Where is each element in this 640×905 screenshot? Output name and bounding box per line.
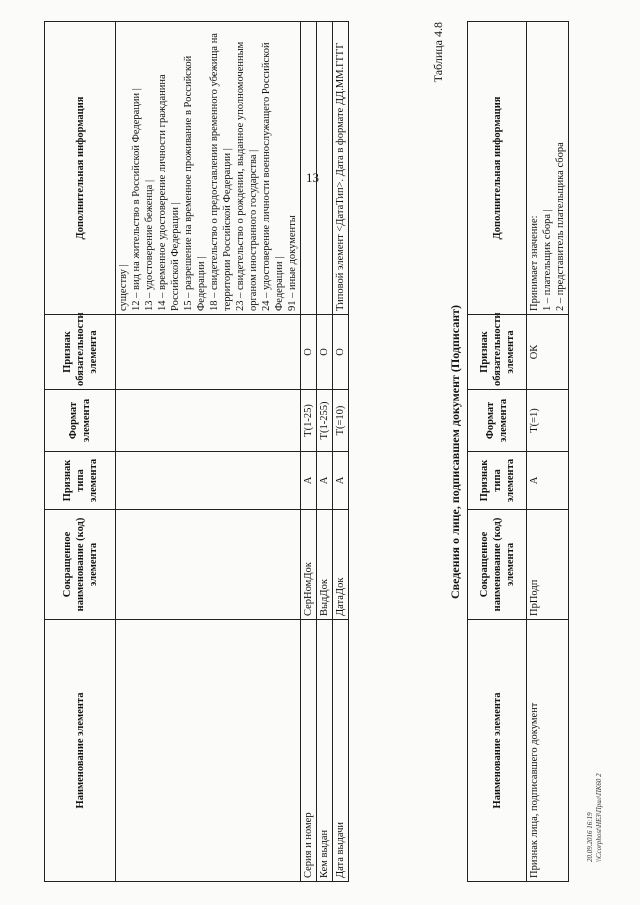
cell-format: T(1-255) — [317, 390, 333, 452]
cell-code: ДатаДок — [333, 510, 349, 620]
cell-code: СерНомДок — [301, 510, 317, 620]
cell-type: А — [301, 452, 317, 510]
table-row — [317, 22, 333, 882]
header-element-name: Наименование элемента — [45, 620, 116, 882]
table-header-row — [45, 22, 116, 882]
table-header-row — [468, 22, 527, 882]
header-required: Признак обязательности элемента — [45, 315, 116, 390]
table-signer — [467, 21, 569, 882]
table-caption: Сведения о лице, подписавшем документ (Подписант) — [448, 304, 462, 600]
header-format: Формат элемента — [468, 390, 527, 452]
table-label: Таблица 4.8 — [431, 22, 445, 83]
cell-format: T(=10) — [333, 390, 349, 452]
table-elements-continued — [44, 21, 349, 882]
cell-format: T(1-25) — [301, 390, 317, 452]
cell-info — [301, 22, 317, 315]
header-type: Признак типа элемента — [45, 452, 116, 510]
header-format: Формат элемента — [45, 390, 116, 452]
cell-type: А — [333, 452, 349, 510]
rotated-content — [44, 22, 603, 882]
table-row — [116, 22, 301, 882]
header-additional-info: Дополнительная информация — [468, 22, 527, 315]
cell-info — [317, 22, 333, 315]
cell-required: ОК — [527, 315, 569, 390]
cell-format: T(=1) — [527, 390, 569, 452]
cell-required: О — [317, 315, 333, 390]
cell-required: О — [333, 315, 349, 390]
table-row — [301, 22, 317, 882]
print-stamp: 20.09.2016 16:19 \\Ccorphost\НЕЗ\Прил\ПК60 2 — [586, 773, 603, 862]
header-code: Сокращенное наименование (код) элемента — [45, 510, 116, 620]
header-additional-info: Дополнительная информация — [45, 22, 116, 315]
continuation-info: существу | 12 – вид на жительство в Российской Федерации | 13 – удостоверение беженца | 14 – временное удостоверение личности гражданина Российской Федерации | 15 – разрешение на временное проживание в Российской Федерации | 18 – свидетельство о предоставлении временного убежища на территории Российской Федерации | 23 – свидетельство о рождении, выданное уполномоченным органом иностранного государства | 24 – удостоверение личности военнослужащего Российской Федерации | 91 – иные документы — [116, 22, 301, 315]
header-code: Сокращенное наименование (код) элемента — [468, 510, 527, 620]
cell-required: О — [301, 315, 317, 390]
page-number: 13 — [306, 170, 319, 185]
cell-code: ВыдДок — [317, 510, 333, 620]
cell-code: ПрПодп — [527, 510, 569, 620]
table-row — [333, 22, 349, 882]
cell-name: Серия и номер — [301, 620, 317, 882]
header-element-name: Наименование элемента — [468, 620, 527, 882]
cell-name: Дата выдачи — [333, 620, 349, 882]
cell-type: А — [317, 452, 333, 510]
cell-name: Кем выдан — [317, 620, 333, 882]
cell-type: А — [527, 452, 569, 510]
header-type: Признак типа элемента — [468, 452, 527, 510]
table-row — [527, 22, 569, 882]
cell-name: Признак лица, подписавшего документ — [527, 620, 569, 882]
header-required: Признак обязательности элемента — [468, 315, 527, 390]
cell-info: Типовой элемент <ДатаТип>. Дата в формате ДД.ММ.ГГГГ — [333, 22, 349, 315]
cell-info: Принимает значение: 1 – плательщик сбора | 2 – представитель плательщика сбора — [527, 22, 569, 315]
